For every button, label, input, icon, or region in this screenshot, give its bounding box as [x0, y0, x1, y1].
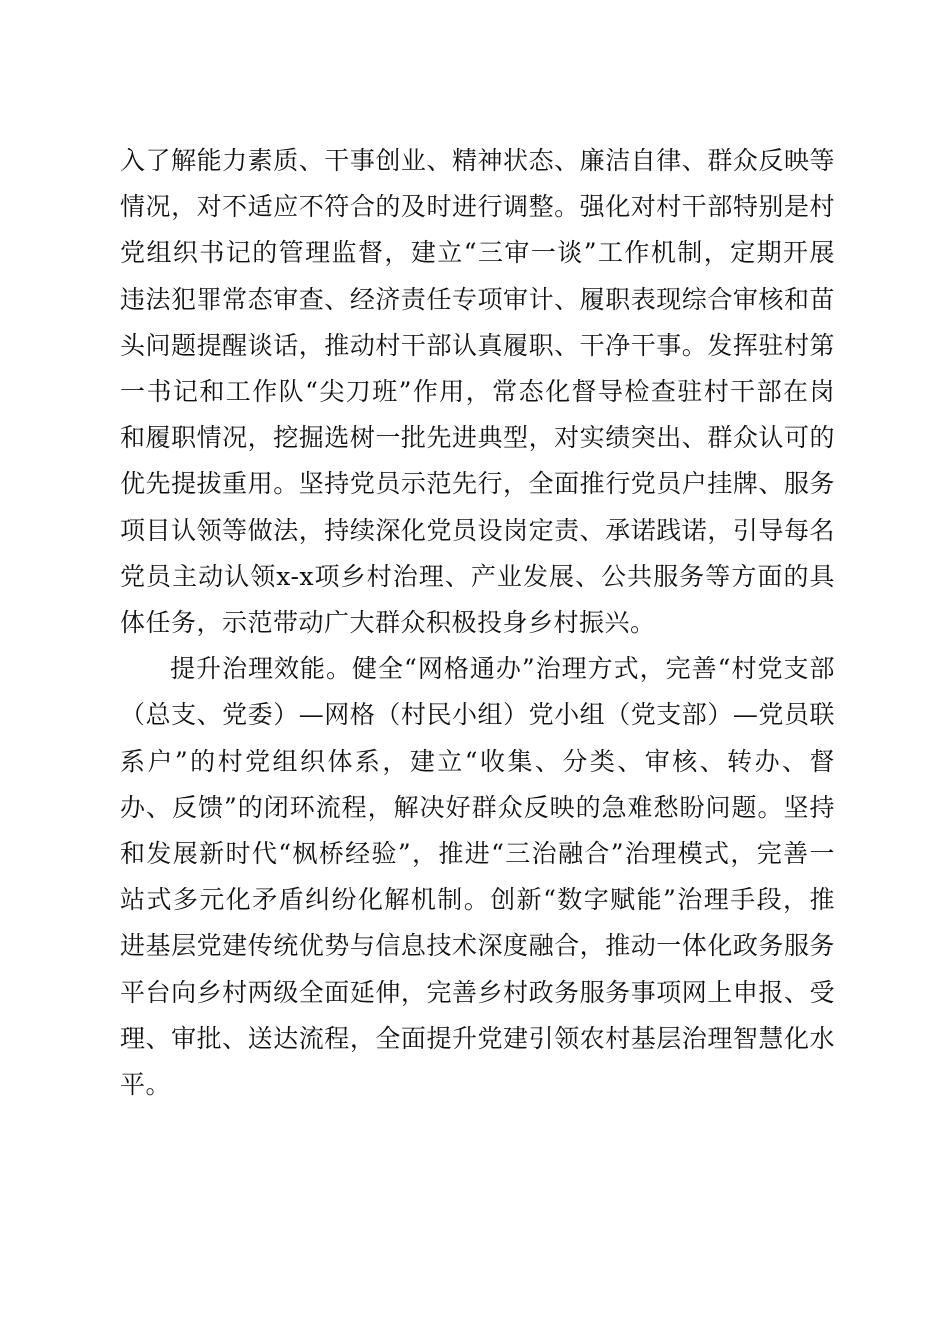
paragraph-continuation: 入了解能力素质、干事创业、精神状态、廉洁自律、群众反映等情况，对不适应不符合的及时进行调整。强化对村干部特别是村党组织书记的管理监督，建立“三审一谈”工作机制，定期开展违法犯罪常态审查、经济责任专项审计、履职表现综合审核和苗头问题提醒谈话，推动村干部认真履职、干净干事。发挥驻村第一书记和工作队“尖刀班”作用，常态化督导检查驻村干部在岗和履职情况，挖掘选树一批先进典型，对实绩突出、群众认可的优先提拔重用。坚持党员示范先行，全面推行党员户挂牌、服务项目认领等做法，持续深化党员设岗定责、承诺践诺，引导每名党员主动认领x-x项乡村治理、产业发展、公共服务等方面的具体任务，示范带动广大群众积极投身乡村振兴。 — [120, 146, 835, 638]
document-body — [120, 138, 835, 1108]
paragraph-governance-efficiency: 提升治理效能。健全“网格通办”治理方式，完善“村党支部（总支、党委）—网格（村民小组）党小组（党支部）—党员联系户”的村党组织体系，建立“收集、分类、审核、转办、督办、反馈”的闭环流程，解决好群众反映的急难愁盼问题。坚持和发展新时代“枫桥经验”，推进“三治融合”治理模式，完善一站式多元化矛盾纠纷化解机制。创新“数字赋能”治理手段，推进基层党建传统优势与信息技术深度融合，推动一体化政务服务平台向乡村两级全面延伸，完善乡村政务服务事项网上申报、受理、审批、送达流程，全面提升党建引领农村基层治理智慧化水平。 — [120, 654, 835, 1100]
